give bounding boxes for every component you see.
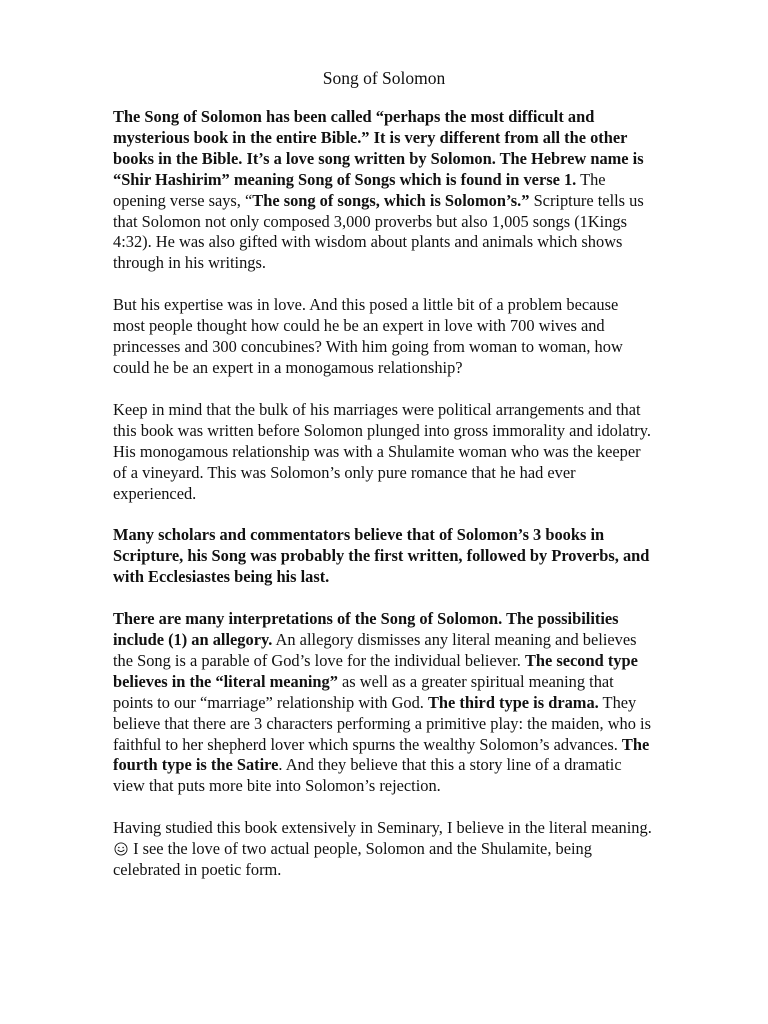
text-run: as well as a greater spiritual meaning that points to our “marriage” relationship with God. — [113, 671, 614, 712]
bold-text-run: Many scholars and commentators believe that of Solomon’s 3 books in Scripture, his Song was probably the first written, followed by Proverbs, and with Ecclesiastes being his last. — [113, 525, 650, 587]
bold-text-run: The fourth type is the Satire — [113, 734, 650, 775]
bold-text-run: There are many interpretations of the Song of Solomon. The possibilities include (1) an allegory. — [113, 609, 619, 650]
bold-text-run: The second type believes in the “literal meaning” — [113, 650, 638, 691]
text-run: The opening verse says, “ — [113, 169, 606, 210]
paragraph — [113, 525, 652, 588]
smiley-face-icon — [114, 842, 128, 856]
text-run: An allegory dismisses any literal meaning and believes the Song is a parable of God’s love for the individual believer. — [113, 630, 637, 670]
bold-text-run: The song of songs, which is Solomon’s.” — [252, 190, 530, 210]
paragraph — [113, 609, 652, 797]
paragraph — [113, 400, 652, 505]
text-run: I see the love of two actual people, Solomon and the Shulamite, being celebrated in poetic form. — [113, 839, 592, 880]
bold-text-run: The third type is drama. — [428, 692, 599, 712]
text-run: Having studied this book extensively in Seminary, I believe in the literal meaning. — [113, 818, 652, 838]
paragraph — [113, 107, 652, 274]
bold-text-run: The Song of Solomon has been called “perhaps the most difficult and mysterious book in the entire Bible.” It is very different from all the other books in the Bible. It’s a love song written by Solomon. The Hebrew name is “Shir Hashirim” meaning Song of Songs which is found in verse 1. — [113, 107, 644, 189]
document-body — [113, 107, 652, 881]
document-title: Song of Solomon — [322, 68, 446, 88]
text-run: Keep in mind that the bulk of his marriages were political arrangements and that this book was written before Solomon plunged into gross immorality and idolatry. His monogamous relationship was with a Shulamite woman who was the keeper of a vineyard. This was Solomon’s only pure romance that he had ever experienced. — [113, 399, 651, 503]
text-run: But his expertise was in love. And this posed a little bit of a problem because most people thought how could he be an expert in love with 700 wives and princesses and 300 concubines? With him going from woman to woman, how could he be an expert in a monogamous relationship? — [113, 295, 623, 377]
text-run: They believe that there are 3 characters performing a primitive play: the maiden, who is faithful to her shepherd lover which spurns the wealthy Solomon’s advances. — [113, 692, 651, 754]
text-run: . And they believe that this a story line of a dramatic view that puts more bite into Solomon’s rejection. — [113, 755, 622, 796]
text-run: Scripture tells us that Solomon not only composed 3,000 proverbs but also 1,005 songs (1Kings 4:32). He was also gifted with wisdom about plants and animals which shows through in his writings. — [113, 190, 644, 273]
paragraph — [113, 295, 652, 379]
paragraph — [113, 818, 652, 881]
